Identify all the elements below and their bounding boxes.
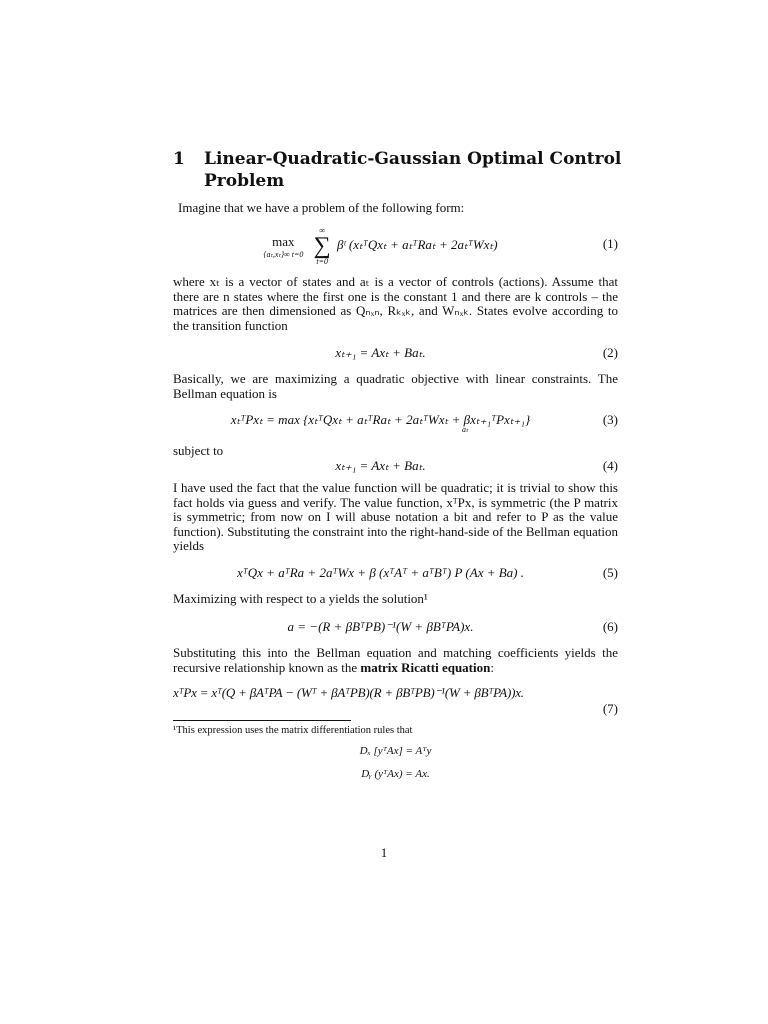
equation-5 <box>173 565 618 585</box>
equation-2-body: xₜ₊₁ = Axₜ + Baₜ. <box>335 345 426 360</box>
equation-2-tag: (2) <box>602 345 618 360</box>
equation-1 <box>173 226 618 266</box>
equation-5-tag: (5) <box>602 565 618 580</box>
equation-7-tag: (7) <box>602 701 618 716</box>
paragraph-value-function: I have used the fact that the value function will be quadratic; it is trivial to show this fact holds via guess and verify. The value function, xᵀPx, is symmetric (the P matrix is symmetric; from now on I will abuse notation a bit and refer to P as the value function). Substituting the constraint into the right-hand-side of the Bellman equation yields <box>173 480 618 553</box>
paragraph-states: where xₜ is a vector of states and aₜ is a vector of controls (actions). Assume that there are n states where the first one is the constant 1 and there are k controls – the matrices are then dimensioned as Qₙₓₙ, Rₖₓₖ, and Wₙₓₖ. States evolve according to the transition function <box>173 274 618 333</box>
ricatti-term: matrix Ricatti equation <box>360 659 491 675</box>
equation-4-body: xₜ₊₁ = Axₜ + Baₜ. <box>335 458 426 473</box>
equation-6-tag: (6) <box>602 619 618 634</box>
equation-5-body: xᵀQx + aᵀRa + 2aᵀWx + β (xᵀAᵀ + aᵀBᵀ) P (Ax + Ba) . <box>236 565 525 580</box>
section-title: Linear-Quadratic-Gaussian Optimal Control Problem <box>204 149 622 191</box>
equation-7 <box>173 685 618 717</box>
equation-3-body: xₜᵀPxₜ = max {xₜᵀQxₜ + aₜᵀRaₜ + 2aₜᵀWxₜ + βxₜ₊₁ᵀPxₜ₊₁} <box>230 412 531 427</box>
footnote-equation-a: Dₓ [yᵀAx] = Aᵀy <box>359 745 432 757</box>
max-operator: max {aₜ,xₜ}∞ t=0 <box>263 233 304 259</box>
equation-4 <box>173 458 618 478</box>
equation-6 <box>173 619 618 639</box>
equation-1-tag: (1) <box>602 236 618 251</box>
paragraph-bellman: Basically, we are maximizing a quadratic objective with linear constraints. The Bellman equation is <box>173 371 618 401</box>
paragraph-intro: Imagine that we have a problem of the following form: <box>178 200 465 215</box>
equation-3 <box>173 412 618 438</box>
equation-7-body: xᵀPx = xᵀ(Q + βAᵀPA − (Wᵀ + βAᵀPB)(R + βBᵀPB)⁻¹(W + βBᵀPA))x. <box>173 685 524 700</box>
equation-1-body: βᵗ (xₜᵀQxₜ + aₜᵀRaₜ + 2aₜᵀWxₜ) <box>336 236 498 252</box>
equation-3-max-sub: aₜ <box>462 425 469 434</box>
paragraph-subject-to: subject to <box>173 443 224 458</box>
equation-6-body: a = −(R + βBᵀPB)⁻¹(W + βBᵀPA)x. <box>287 619 474 634</box>
equation-3-tag: (3) <box>602 412 618 427</box>
footnote-rule <box>173 720 351 721</box>
sum-operator: ∞ ∑ t=0 <box>313 226 331 266</box>
footnote-text: ¹This expression uses the matrix differentiation rules that <box>173 725 413 736</box>
paragraph-maximizing: Maximizing with respect to a yields the solution¹ <box>173 591 428 606</box>
section-number: 1 <box>173 149 185 169</box>
page-number: 1 <box>380 845 388 860</box>
paragraph-ricatti: Substituting this into the Bellman equation and matching coefficients yields the recursive relationship known as the matrix Ricatti equation: <box>173 645 618 675</box>
footnote-equation-b: Dᵧ (yᵀAx) = Ax. <box>361 768 430 780</box>
equation-4-tag: (4) <box>602 458 618 473</box>
equation-2 <box>173 345 618 365</box>
